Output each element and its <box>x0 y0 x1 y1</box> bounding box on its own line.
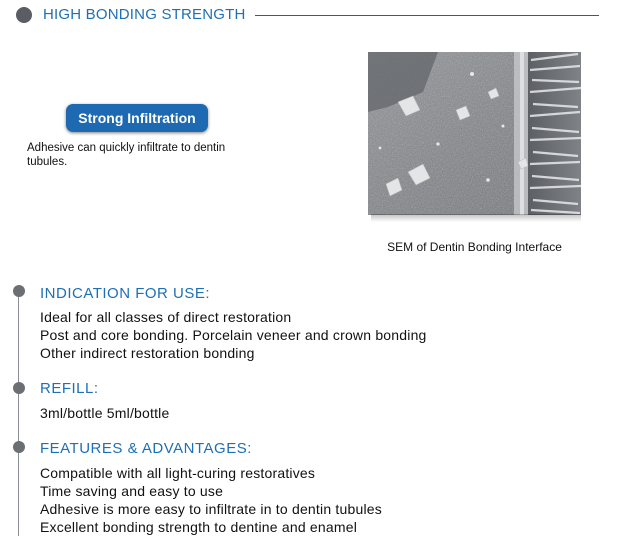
heading-divider <box>255 15 599 16</box>
strong-infiltration-badge: Strong Infiltration <box>66 104 208 132</box>
sem-micrograph <box>368 52 581 215</box>
heading-bullet-icon <box>16 7 32 23</box>
timeline-bullet-icon <box>13 441 25 453</box>
timeline-line <box>18 291 19 536</box>
features-item: Excellent bonding strength to dentine and enamel <box>40 519 358 535</box>
refill-item: 3ml/bottle 5ml/bottle <box>40 405 170 421</box>
timeline-bullet-icon <box>13 382 25 394</box>
features-item: Time saving and easy to use <box>40 483 224 499</box>
features-item: Adhesive is more easy to infiltrate in to dentin tubules <box>40 501 382 517</box>
features-item: Compatible with all light-curing restoratives <box>40 465 316 481</box>
section-heading: HIGH BONDING STRENGTH <box>43 6 246 23</box>
timeline-bullet-icon <box>13 285 25 297</box>
indication-item: Ideal for all classes of direct restoration <box>40 309 292 325</box>
indication-title: INDICATION FOR USE: <box>40 285 211 302</box>
indication-item: Other indirect restoration bonding <box>40 345 255 361</box>
refill-title: REFILL: <box>40 380 99 397</box>
indication-item: Post and core bonding. Porcelain veneer and crown bonding <box>40 327 427 343</box>
infiltration-description: Adhesive can quickly infiltrate to dentin tubules. <box>27 142 226 168</box>
features-title: FEATURES & ADVANTAGES: <box>40 440 252 457</box>
sem-shadow <box>371 214 581 222</box>
sem-caption: SEM of Dentin Bonding Interface <box>387 240 562 254</box>
